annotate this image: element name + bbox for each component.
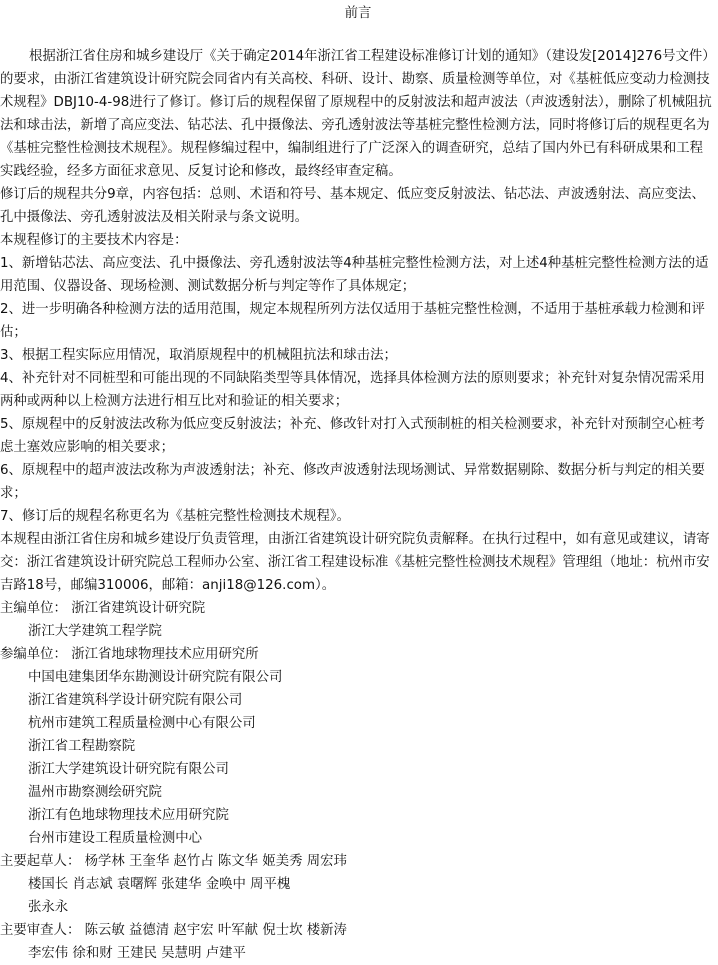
- participating-unit-name: 浙江大学建筑设计研究院有限公司: [28, 762, 229, 777]
- main-items-heading: 本规程修订的主要技术内容是：: [0, 233, 188, 248]
- reviewers-names: 陈云敏 益德清 赵宇宏 叶军献 倪士坎 楼新涛: [84, 923, 347, 938]
- drafters-names: 张永永: [28, 900, 69, 915]
- drafters-line: [0, 850, 716, 873]
- management-paragraph: 本规程由浙江省住房和城乡建设厅负责管理，由浙江省建筑设计研究院负责解释。在执行过程中，如有意见或建议，请寄交：浙江省建筑设计研究院总工程师办公室、浙江省工程建设标准《基桩完整性检测技术规程》管理组（地址：杭州市安吉路18号，邮编310006，邮箱：anji18@126.com）。: [0, 532, 710, 593]
- drafters-label: 主要起草人：: [0, 854, 81, 869]
- list-item: 3、根据工程实际应用情况，取消原规程中的机械阻抗法和球击法；: [0, 348, 397, 363]
- intro-paragraph: 根据浙江省住房和城乡建设厅《关于确定2014年浙江省工程建设标准修订计划的通知》（建设发[2014]276号文件）的要求，由浙江省建筑设计研究院会同省内有关高校、科研、设计、勘察、质量检测等单位，对《基桩低应变动力检测技术规程》DBJ10-4-98进行了修订。修订后的规程保留了原规程中的反射波法和超声波法（声波透射法），删除了机械阻抗法和球击法，新增了高应变法、钻芯法、孔中摄像法、旁孔透射波法等基桩完整性检测方法，同时将修订后的规程更名为《基桩完整性检测技术规程》。规程修编过程中，编制组进行了广泛深入的调查研究，总结了国内外已有科研成果和工程实践经验，经多方面征求意见、反复讨论和修改，最终经审查定稿。: [0, 49, 716, 179]
- participating-unit-name: 浙江省地球物理技术应用研究所: [71, 647, 259, 662]
- participating-units-label: 参编单位：: [0, 647, 67, 662]
- drafters-names: 楼国长 肖志斌 袁曙辉 张建华 金唤中 周平槐: [28, 877, 291, 892]
- participating-unit-name: 温州市勘察测绘研究院: [28, 785, 162, 800]
- participating-units-line: [0, 643, 716, 666]
- list-item: 6、原规程中的超声波法改称为声波透射法；补充、修改声波透射法现场测试、异常数据剔除、数据分析与判定的相关要求；: [0, 463, 705, 501]
- participating-unit-name: 浙江有色地球物理技术应用研究院: [28, 808, 229, 823]
- chief-unit-name: 浙江省建筑设计研究院: [71, 601, 206, 616]
- list-item: 1、新增钻芯法、高应变法、孔中摄像法、旁孔透射波法等4种基桩完整性检测方法，对上述4种基桩完整性检测方法的适用范围、仪器设备、现场检测、测试数据分析与判定等作了具体规定；: [0, 256, 709, 294]
- page-title: 前言: [344, 6, 372, 21]
- chief-unit-name: 浙江大学建筑工程学院: [28, 624, 162, 639]
- list-item: 7、修订后的规程名称更名为《基桩完整性检测技术规程》。: [0, 509, 350, 524]
- chief-units-line: [0, 597, 716, 620]
- participating-unit-name: 台州市建设工程质量检测中心: [28, 831, 203, 846]
- reviewers-line: [0, 919, 716, 942]
- participating-unit-name: 杭州市建筑工程质量检测中心有限公司: [28, 716, 256, 731]
- chief-units-label: 主编单位：: [0, 601, 67, 616]
- list-item: 5、原规程中的反射波法改称为低应变反射波法；补充、修改针对打入式预制桩的相关检测要求，补充针对预制空心桩考虑土塞效应影响的相关要求；: [0, 417, 705, 455]
- participating-unit-name: 中国电建集团华东勘测设计研究院有限公司: [28, 670, 283, 685]
- participating-unit-name: 浙江省建筑科学设计研究院有限公司: [28, 693, 243, 708]
- list-item: 4、补充针对不同桩型和可能出现的不同缺陷类型等具体情况，选择具体检测方法的原则要求；补充针对复杂情况需采用两种或两种以上检测方法进行相互比对和验证的相关要求；: [0, 371, 705, 409]
- contents-paragraph: 修订后的规程共分9章，内容包括：总则、术语和符号、基本规定、低应变反射波法、钻芯法、声波透射法、高应变法、孔中摄像法、旁孔透射波法及相关附录与条文说明。: [0, 187, 705, 225]
- list-item: 2、进一步明确各种检测方法的适用范围，规定本规程所列方法仅适用于基桩完整性检测，不适用于基桩承载力检测和评估；: [0, 302, 705, 340]
- drafters-names: 杨学林 王奎华 赵竹占 陈文华 姬美秀 周宏玮: [84, 854, 347, 869]
- reviewers-names: 李宏伟 徐和财 王建民 吴慧明 卢建平: [28, 946, 246, 961]
- reviewers-label: 主要审查人：: [0, 923, 81, 938]
- participating-unit-name: 浙江省工程勘察院: [28, 739, 136, 754]
